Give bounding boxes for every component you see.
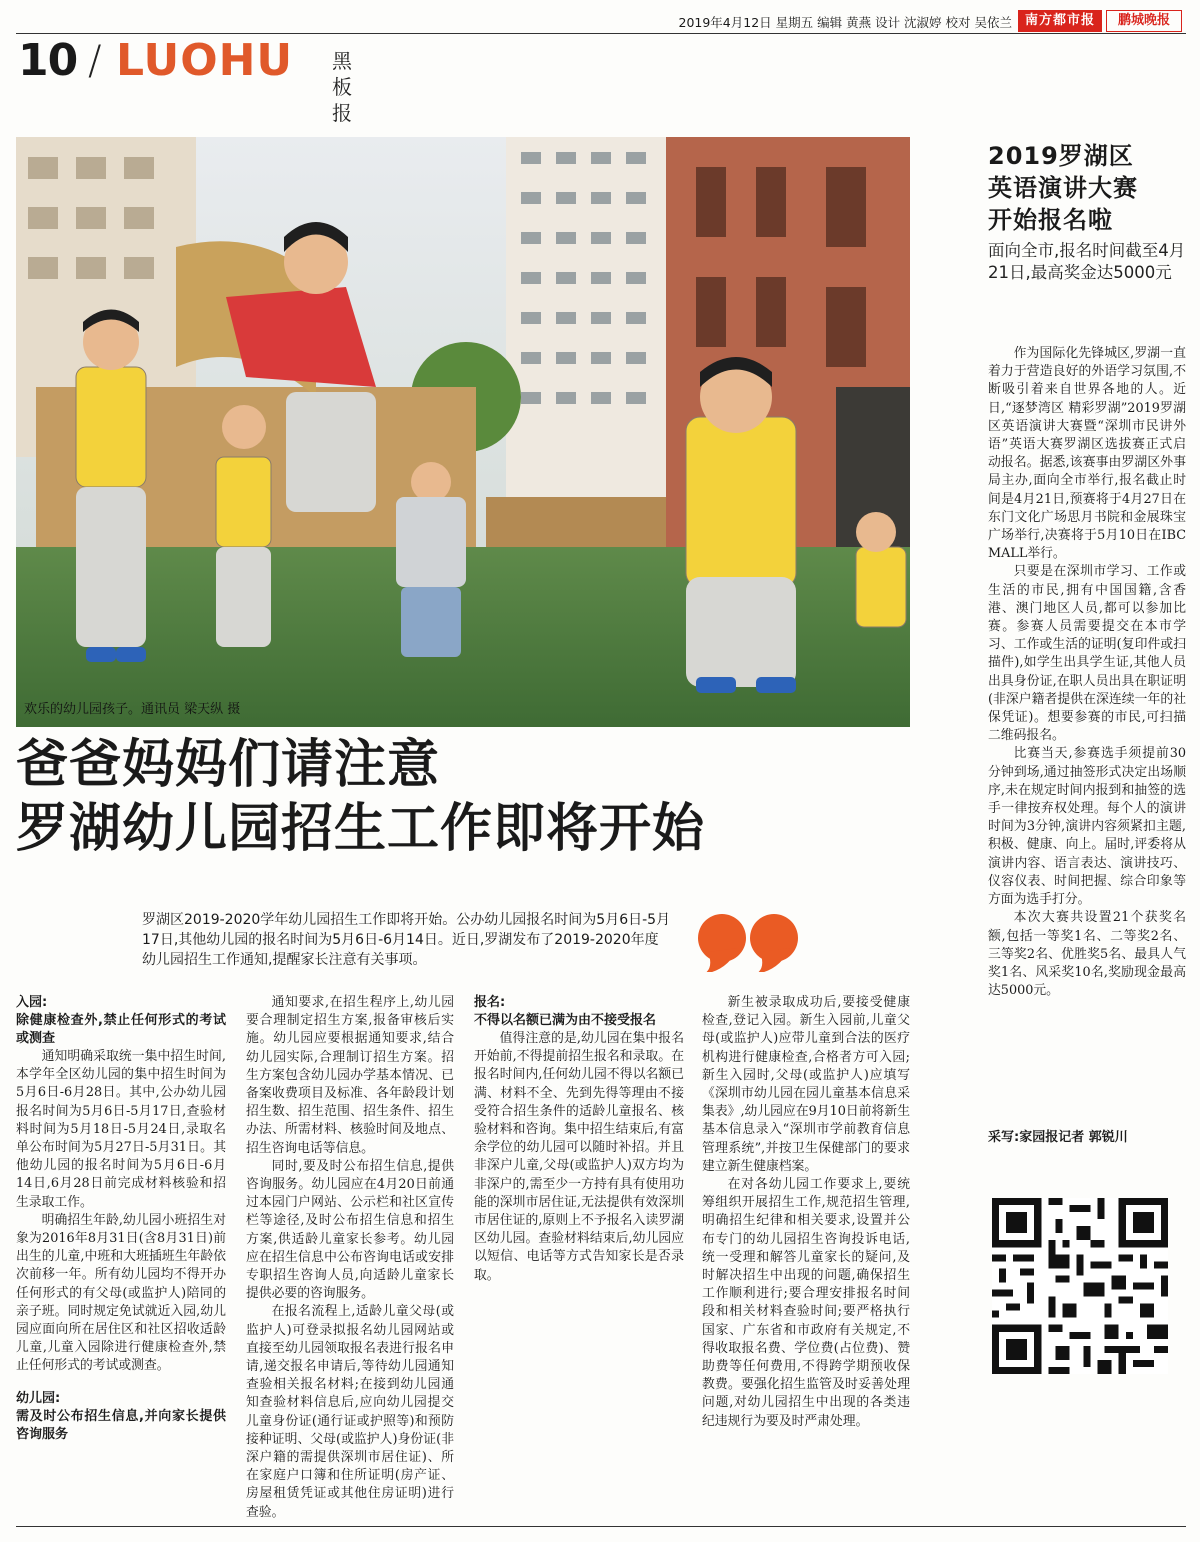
brand-logo: 南方都市报 xyxy=(1018,10,1102,32)
sidebar-paragraph-2: 只要是在深圳市学习、工作或生活的市民,拥有中国国籍,含香港、澳门地区人员,都可以参加比赛。参赛人员需要提交在本市学习、工作或生活的证明(复印件或扫描件),如学生出具学生证,其他人员出具身份证,在职人员出具在职证明(非深户籍者提供在深连续一年的社保凭证)。想要参赛的市民,可扫描二维码报名。 xyxy=(988,564,1186,744)
section-1-paragraph-2: 明确招生年龄,幼儿园小班招生对象为2016年8月31日(含8月31日)前出生的儿童,中班和大班插班生年龄依次前移一年。所有幼儿园均不得开办任何形式的有父母(或监护人)陪同的亲子班。同时规定免试就近入园,幼儿园应面向所在居住区和社区招收适龄儿童,儿童入园除进行健康检查外,禁止任何形式的考试或测查。 xyxy=(16,1212,226,1374)
headline-line-1: 爸爸妈妈们请注意 xyxy=(16,735,441,795)
sidebar-story xyxy=(988,140,1186,284)
section-3-paragraph-1: 值得注意的是,幼儿园在集中报名开始前,不得提前招生报名和录取。在报名时间内,任何幼儿园不得以名额已满、材料不全、先到先得等理由不接受符合招生条件的适龄儿童报名、核验材料和咨询。集中招生结束后,有富余学位的幼儿园可以随时补招。并且非深户儿童,父母(或监护人)双方均为非深户的,需至少一方持有具有使用功能的深圳市居住证,无法提供有效深圳市居住证的,原则上不予报名入读罗湖区幼儿园。查验材料结束后,幼儿园应以短信、电话等方式告知家长是否录取。 xyxy=(474,1031,684,1283)
main-headline xyxy=(16,733,916,861)
article-column-1 xyxy=(16,994,226,1444)
photo-caption: 欢乐的幼儿园孩子。通讯员 梁天纵 摄 xyxy=(24,702,241,717)
sidebar-body xyxy=(988,345,1186,1000)
section-1-paragraph-1: 通知明确采取统一集中招生时间,本学年全区幼儿园的集中招生时间为5月6日-6月28日。其中,公办幼儿园报名时间为5月6日-5月17日,查验材料时间为5月18日-5月24日,录取名单公布时间为5月27日-5月31日。其他幼儿园的报名时间为5月6日-6月14日,6月28日前完成材料核验和招生录取工作。 xyxy=(16,1049,226,1210)
headline-line-2: 罗湖幼儿园招生工作即将开始 xyxy=(16,799,706,859)
sidebar-reporter: 采写:家园报记者 郭锐川 xyxy=(988,1130,1128,1145)
lead-paragraph: 罗湖区2019-2020学年幼儿园招生工作即将开始。公办幼儿园报名时间为5月6日-5月17日,其他幼儿园的报名时间为5月6日-6月14日。近日,罗湖发布了2019-2020年度幼儿园招生工作通知,提醒家长注意有关事项。 xyxy=(142,912,671,968)
top-rule xyxy=(16,33,1186,34)
sidebar-subtitle: 面向全市,报名时间截至4月21日,最高奖金达5000元 xyxy=(988,241,1186,282)
lead-photo xyxy=(16,137,910,727)
article-column-4 xyxy=(702,994,910,1431)
section-3-title: 报名: xyxy=(474,995,506,1010)
qr-code-icon[interactable] xyxy=(992,1198,1168,1374)
sidebar-title-line-2: 英语演讲大赛 xyxy=(988,174,1138,202)
sidebar-paragraph-1: 作为国际化先锋城区,罗湖一直着力于营造良好的外语学习氛围,不断吸引着来自世界各地的人。近日,“逐梦湾区 精彩罗湖”2019罗湖区英语演讲大赛暨“深圳市民讲外语”英语大赛罗湖区选拔赛正式启动报名。据悉,该赛事由罗湖区外事局主办,面向全市举行,报名截止时间是4月21日,预赛将于4月27日在东门文化广场思月书院和金展珠宝广场举行,决赛将于5月10日在IBC MALL举行。 xyxy=(988,346,1186,562)
sidebar-paragraph-3: 比赛当天,参赛选手须提前30分钟到场,通过抽签形式决定出场顺序,未在规定时间内报到和抽签的选手一律按弃权处理。每个人的演讲时间为3分钟,演讲内容须紧扣主题,积极、健康、向上。届时,评委将从演讲内容、语言表达、演讲技巧、仪容仪表、时间把握、综合印象等方面为选手打分。 xyxy=(988,746,1186,908)
article-column-2 xyxy=(246,994,454,1522)
page-number: 10 xyxy=(18,35,78,86)
bottom-rule xyxy=(16,1526,1186,1527)
issue-meta: 2019年4月12日 星期五 编辑 黄燕 设计 沈淑婷 校对 吴依兰 xyxy=(678,15,1012,30)
sidebar-title-line-3: 开始报名啦 xyxy=(988,206,1113,234)
section-1-subtitle: 除健康检查外,禁止任何形式的考试或测查 xyxy=(16,1013,226,1046)
section-3-subtitle: 不得以名额已满为由不接受报名 xyxy=(474,1013,657,1028)
section-3-paragraph-2: 新生被录取成功后,要接受健康检查,登记入园。新生入园前,儿童父母(或监护人)应带儿童到合法的医疗机构进行健康检查,合格者方可入园;新生入园时,父母(或监护人)应填写《深圳市幼儿园在园儿童基本信息采集表》,幼儿园应在9月10日前将新生基本信息录入“深圳市学前教育信息管理系统”,并按卫生保健部门的要求建立新生健康档案。 xyxy=(702,995,910,1174)
sidebar-paragraph-4: 本次大赛共设置21个获奖名额,包括一等奖1名、二等奖2名、三等奖2名、优胜奖5名、最具人气奖1名、风采奖10名,奖励现金最高达5000元。 xyxy=(988,910,1186,999)
brand-logo-2: 鹏城晚报 xyxy=(1106,10,1182,32)
sidebar-title-line-1: 2019罗湖区 xyxy=(988,142,1134,170)
top-bar xyxy=(0,8,1190,34)
subsection-title: 黑板报 xyxy=(332,49,352,125)
section-1-title: 入园: xyxy=(16,995,48,1010)
section-3-paragraph-3: 在对各幼儿园工作要求上,要统筹组织开展招生工作,规范招生管理,明确招生纪律和相关要求,设置并公布专门的幼儿园招生咨询投诉电话,统一受理和解答儿童家长的疑问,及时解决招生中出现的问题,确保招生工作顺利进行;要合理安排报名时间段和相关材料查验时间;要严格执行国家、广东省和市政府有关规定,不得收取报名费、学位费(占位费)、赞助费等任何费用,不得跨学期预收保教费。要强化招生监管及时妥善处理问题,对幼儿园招生中出现的各类违纪违规行为要及时严肃处理。 xyxy=(702,1177,910,1429)
section-2-paragraph-3: 在报名流程上,适龄儿童父母(或监护人)可登录拟报名幼儿园网站或直接至幼儿园领取报名表进行报名申请,递交报名申请后,等待幼儿园通知查验相关报名材料;在接到幼儿园通知查验材料信息后,应向幼儿园提交儿童身份证(通行证或护照等)和预防接种证明、父母(或监护人)身份证(非深户籍的需提供深圳市居住证)、所在家庭户口簿和住所证明(房产证、房屋租赁凭证或其他住房证明)进行查验。 xyxy=(246,1304,454,1520)
masthead-slash: / xyxy=(88,38,102,84)
section-2-subtitle: 需及时公布招生信息,并向家长提供咨询服务 xyxy=(16,1408,226,1442)
section-title: LUOHU xyxy=(116,35,294,86)
kindergarten-photo-illustration xyxy=(16,137,910,727)
article-column-3 xyxy=(474,994,684,1285)
section-2-title: 幼儿园: xyxy=(16,1390,61,1406)
quote-mark-icon xyxy=(694,912,804,972)
section-2-paragraph-2: 同时,要及时公布招生信息,提供咨询服务。幼儿园应在4月20日前通过本园门户网站、公示栏和社区宣传栏等途径,及时公布招生信息和招生方案,供适龄儿童家长参考。幼儿园应在招生信息中公布咨询电话或安排专职招生咨询人员,向适龄儿童家长提供必要的咨询服务。 xyxy=(246,1158,454,1302)
section-2-paragraph-1: 通知要求,在招生程序上,幼儿园要合理制定招生方案,报备审核后实施。幼儿园应要根据通知要求,结合幼儿园实际,合理制订招生方案。招生方案包含幼儿园办学基本情况、已备案收费项目及标准、各年龄段计划招生数、招生范围、招生条件、招生办法、所需材料、核验时间及地点、招生咨询电话等信息。 xyxy=(246,995,454,1156)
